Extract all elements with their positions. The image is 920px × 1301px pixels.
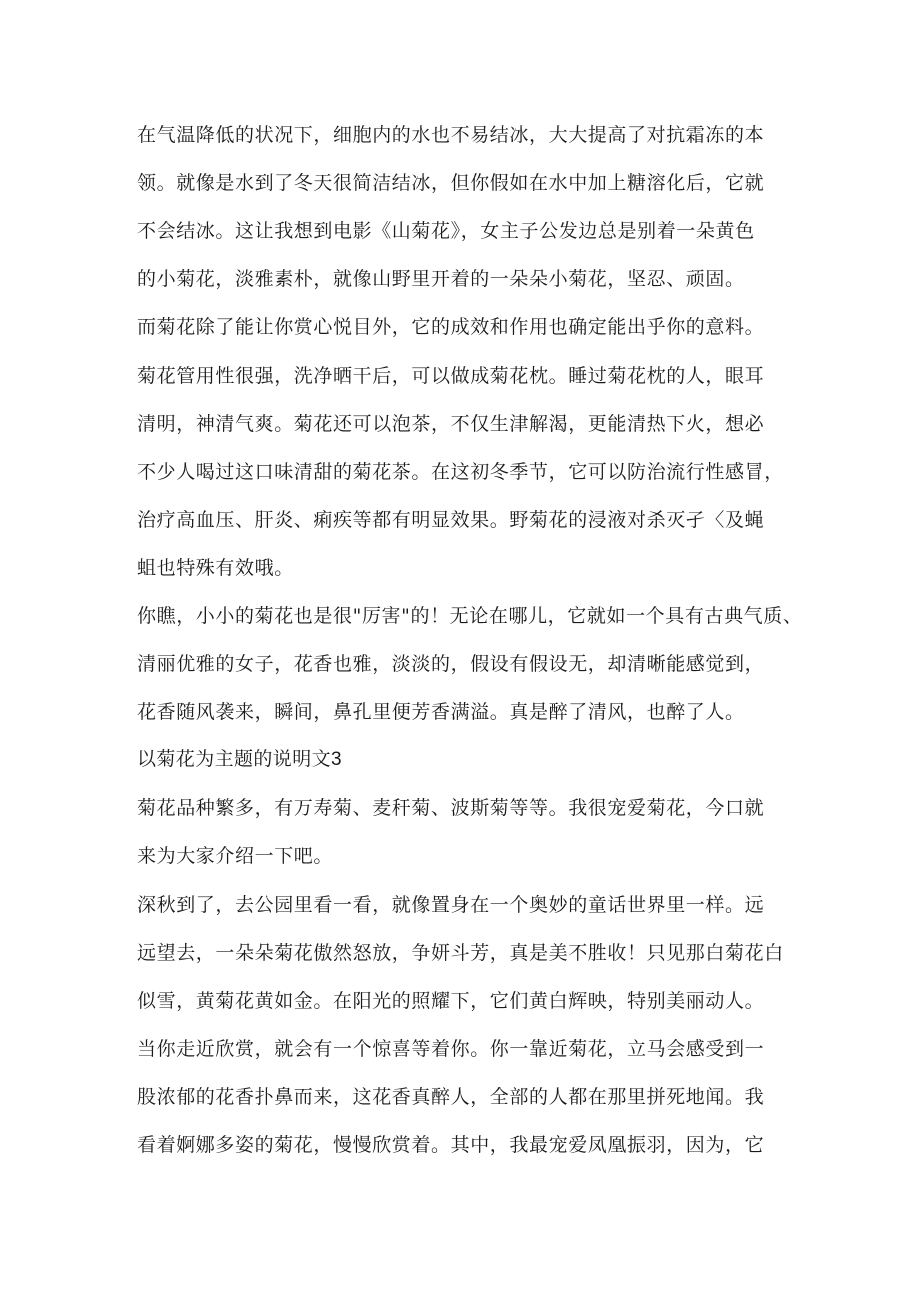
text-line: 不少人喝过这口味清甜的菊花茶。在这初冬季节，它可以防治流行性感冒， <box>137 461 784 483</box>
text-line: 你瞧，小小的菊花也是很"厉害"的！无论在哪儿，它就如一个具有古典气质、 <box>137 605 803 627</box>
text-line: 在气温降低的状况下，细胞内的水也不易结冰，大大提高了对抗霜冻的本 <box>137 124 765 146</box>
section-heading: 以菊花为主题的说明文3 <box>137 749 342 770</box>
text-line: 花香随风袭来，瞬间，鼻孔里便芳香满溢。真是醉了清风，也醉了人。 <box>137 701 745 723</box>
text-line: 蛆也特殊有效哦。 <box>137 557 294 579</box>
text-line: 而菊花除了能让你赏心悦目外，它的成效和作用也确定能出乎你的意料。 <box>137 316 765 338</box>
text-line: 菊花管用性很强，洗净晒干后，可以做成菊花枕。睡过菊花枕的人，眼耳 <box>137 365 765 387</box>
text-line: 股浓郁的花香扑鼻而来，这花香真醉人，全部的人都在那里拼死地闻。我 <box>137 1086 765 1108</box>
text-line: 看着婀娜多姿的菊花，慢慢欣赏着。其中，我最宠爱凤凰振羽，因为，它 <box>137 1134 765 1156</box>
text-line: 清明，神清气爽。菊花还可以泡茶，不仅生津解渴，更能清热下火，想必 <box>137 413 765 435</box>
text-line: 治疗高血压、肝炎、痢疾等都有明显效果。野菊花的浸液对杀灭孑〈及蝇 <box>137 509 765 531</box>
text-line: 远望去，一朵朵菊花傲然怒放，争妍斗芳，真是美不胜收！只见那白菊花白 <box>137 942 784 964</box>
text-line: 似雪，黄菊花黄如金。在阳光的照耀下，它们黄白辉映，特别美丽动人。 <box>137 990 765 1012</box>
text-line: 菊花品种繁多，有万寿菊、麦秆菊、波斯菊等等。我很宠爱菊花，今口就 <box>137 797 765 819</box>
text-line: 深秋到了，去公园里看一看，就像置身在一个奥妙的童话世界里一样。远 <box>137 894 765 916</box>
text-line: 当你走近欣赏，就会有一个惊喜等着你。你一靠近菊花，立马会感受到一 <box>137 1038 765 1060</box>
text-line: 清丽优雅的女子，花香也雅，淡淡的，假设有假设无，却清晰能感觉到， <box>137 653 765 675</box>
text-line: 来为大家介绍一下吧。 <box>137 845 334 867</box>
text-line: 领。就像是水到了冬天很简洁结冰，但你假如在水中加上糖溶化后，它就 <box>137 172 765 194</box>
text-line: 的小菊花，淡雅素朴，就像山野里开着的一朵朵小菊花，坚忍、顽固。 <box>137 268 745 290</box>
text-line: 不会结冰。这让我想到电影《山菊花》，女主子公发边总是别着一朵黄色 <box>137 220 755 242</box>
